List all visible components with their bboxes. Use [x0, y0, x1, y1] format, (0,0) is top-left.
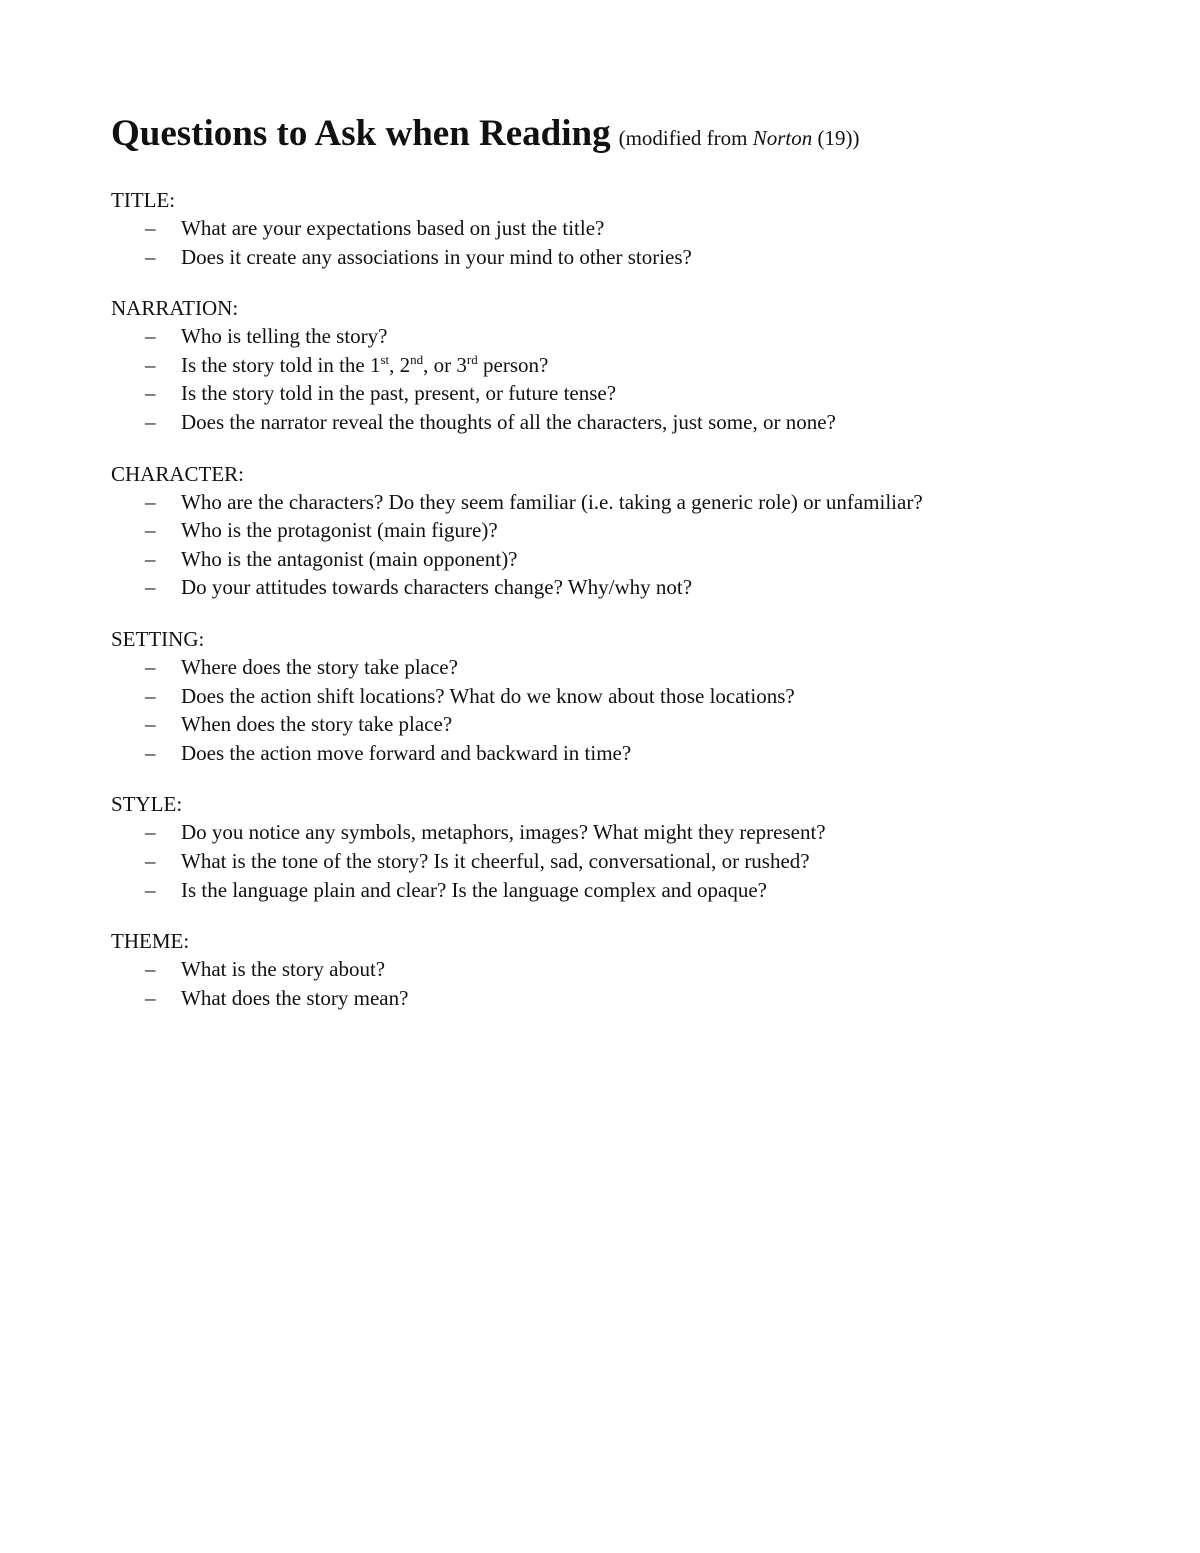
bullet-dash: – — [145, 877, 156, 902]
bullet-dash: – — [145, 244, 156, 269]
person-prefix: Is the story told in the 1 — [181, 352, 381, 377]
question-text: Do your attitudes towards characters change? Why/why not? — [181, 575, 693, 600]
superscript: rd — [466, 351, 478, 367]
page-title-main: Questions to Ask when Reading — [111, 113, 611, 154]
section-theme — [111, 927, 1111, 1012]
person-suffix: person? — [477, 352, 549, 377]
section-narration — [111, 294, 1111, 436]
section-heading: TITLE: — [111, 188, 176, 212]
section-style — [111, 790, 1111, 904]
section-heading: SETTING: — [111, 626, 205, 651]
bullet-dash: – — [145, 740, 156, 765]
question-item — [111, 379, 1111, 408]
question-list — [111, 214, 1111, 271]
section-heading: STYLE: — [111, 792, 183, 817]
question-list — [111, 488, 1111, 602]
question-item — [111, 739, 1111, 768]
question-text: What is the tone of the story? Is it cheerful, sad, conversational, or rushed? — [181, 848, 810, 873]
bullet-dash: – — [145, 518, 156, 543]
section-title — [111, 186, 1111, 271]
question-item — [111, 351, 1111, 380]
source-italic: Norton — [752, 126, 813, 150]
page-title — [111, 108, 1111, 164]
question-text: When does the story take place? — [181, 712, 453, 737]
bullet-dash: – — [145, 957, 156, 982]
source-suffix: (19)) — [812, 126, 860, 150]
bullet-dash: – — [145, 409, 156, 434]
bullet-dash: – — [145, 381, 156, 406]
bullet-dash: – — [145, 546, 156, 571]
source-prefix: (modified from — [618, 126, 753, 150]
section-heading: THEME: — [111, 929, 190, 954]
question-text: Who is the antagonist (main opponent)? — [181, 546, 518, 571]
question-item — [111, 214, 1111, 243]
question-text: Does it create any associations in your mind to other stories? — [181, 244, 692, 269]
document-page — [111, 108, 1111, 1035]
section-heading: NARRATION: — [111, 296, 239, 321]
question-text: Is the story told in the past, present, or future tense? — [181, 381, 617, 406]
bullet-dash: – — [145, 216, 156, 240]
bullet-dash: – — [145, 848, 156, 873]
page-title-source — [619, 126, 860, 150]
question-item — [111, 710, 1111, 739]
bullet-dash: – — [145, 985, 156, 1010]
question-text: Who are the characters? Do they seem familiar (i.e. taking a generic role) or unfamiliar? — [181, 489, 923, 514]
question-text: Who is the protagonist (main figure)? — [181, 518, 498, 543]
bullet-dash: – — [145, 575, 156, 600]
superscript: nd — [410, 351, 424, 367]
bullet-dash: – — [145, 820, 156, 845]
question-item — [111, 682, 1111, 711]
bullet-dash: – — [145, 712, 156, 737]
question-list — [111, 322, 1111, 436]
person-mid2: , or 3 — [423, 352, 467, 377]
section-character — [111, 460, 1111, 602]
question-item — [111, 984, 1111, 1013]
question-item — [111, 818, 1111, 847]
question-text: What are your expectations based on just the title? — [181, 216, 605, 240]
question-item — [111, 876, 1111, 905]
question-item — [111, 573, 1111, 602]
bullet-dash: – — [145, 654, 156, 679]
question-item — [111, 516, 1111, 545]
question-text: What does the story mean? — [181, 985, 409, 1010]
section-heading: CHARACTER: — [111, 461, 245, 486]
question-text: Do you notice any symbols, metaphors, images? What might they represent? — [181, 820, 826, 845]
question-text: Does the action shift locations? What do we know about those locations? — [181, 683, 795, 708]
bullet-dash: – — [145, 352, 156, 377]
superscript: st — [380, 351, 390, 367]
question-item — [111, 847, 1111, 876]
question-item — [111, 322, 1111, 351]
bullet-dash: – — [145, 489, 156, 514]
question-text: Who is telling the story? — [181, 324, 388, 349]
section-setting — [111, 625, 1111, 767]
question-item — [111, 545, 1111, 574]
question-text: Is the language plain and clear? Is the language complex and opaque? — [181, 877, 768, 902]
question-list — [111, 653, 1111, 767]
question-item — [111, 653, 1111, 682]
question-text: Does the narrator reveal the thoughts of all the characters, just some, or none? — [181, 409, 836, 434]
bullet-dash: – — [145, 324, 156, 349]
question-item — [111, 488, 1111, 517]
person-mid1: , 2 — [389, 352, 411, 377]
question-item — [111, 243, 1111, 272]
question-item — [111, 408, 1111, 437]
question-list — [111, 955, 1111, 1012]
question-text: What is the story about? — [181, 957, 386, 982]
question-text: Does the action move forward and backward in time? — [181, 740, 632, 765]
question-text: Where does the story take place? — [181, 654, 458, 679]
question-item — [111, 955, 1111, 984]
question-text — [181, 353, 548, 377]
question-list — [111, 818, 1111, 904]
bullet-dash: – — [145, 683, 156, 708]
